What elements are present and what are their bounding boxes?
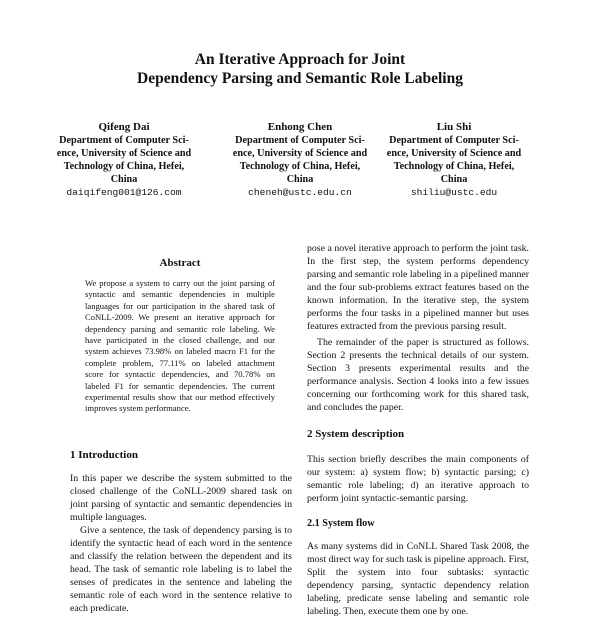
paragraph: Give a sentence, the task of dependency parsing is to identify the syntactic head of each word in the sentence and classify the relation between the dependent and its head. The task of semantic role labeling is to label the senses of predicates in the sentence and labeling the semantic role of each word in the sentence relative to each predicate.	[70, 525, 292, 614]
section-heading-introduction: 1 Introduction	[70, 449, 138, 461]
paragraph: pose a novel iterative approach to perform the joint task. In the first step, the system performs dependency parsing and semantic role labeling in a pipelined manner and the four sub-problems extract features based on the known information. In the iterative step, the system performs the four tasks in a pipelined manner but uses features extracted from the previous parsing result.	[307, 243, 529, 332]
author-block-1	[34, 121, 214, 199]
section-heading-system-description: 2 System description	[307, 428, 405, 440]
author-block-2	[210, 121, 390, 199]
abstract-heading: Abstract	[159, 257, 201, 269]
paper-title	[0, 50, 600, 88]
left-column-lower	[70, 449, 292, 615]
author-affiliation-line: Technology of China, Hefei,	[393, 161, 515, 172]
subsection-heading-system-flow: 2.1 System flow	[307, 518, 375, 529]
paragraph: As many systems did in CoNLL Shared Task 2008, the most direct way for such task is pipeline approach. First, Split the system into four subtasks: syntactic dependency parsing, syntactic dependency relation labeling, predicate sense labeling and semantic role labeling. Then, execute them one by one.	[307, 541, 529, 617]
author-name: Liu Shi	[436, 121, 472, 133]
paragraph: This section briefly describes the main components of our system: a) system flow; b) syntactic parsing; c) semantic role labeling; d) an iterative approach to perform joint syntactic-semantic parsing.	[307, 454, 529, 504]
title-line-1: An Iterative Approach for Joint	[194, 51, 406, 68]
author-affiliation-line: Department of Computer Sci-	[389, 135, 519, 146]
right-column	[307, 242, 529, 618]
author-affiliation-line: ence, University of Science and	[232, 148, 368, 159]
author-block-3	[364, 121, 544, 199]
author-name: Enhong Chen	[267, 121, 333, 133]
author-affiliation-line: Technology of China, Hefei,	[239, 161, 361, 172]
author-name: Qifeng Dai	[98, 121, 150, 133]
author-affiliation-line: Department of Computer Sci-	[235, 135, 365, 146]
abstract-body: We propose a system to carry out the joint parsing of syntactic and semantic dependencies in multiple languages for our participation in the shared task of CoNLL-2009. We present an iterative approach for dependency parsing and semantic role labeling. We have participated in the closed challenge, and our system achieves 73.98% on labeled macro F1 for the complete problem, 77.11% on labeled attachment score for syntactic dependencies, and 70.78% on labeled F1 for semantic dependencies. The current experimental results show that our method effectively improves system performance.	[85, 278, 275, 414]
author-affiliation-line: China	[440, 174, 468, 185]
author-email: shiliu@ustc.edu	[410, 187, 498, 198]
author-affiliation-line: Technology of China, Hefei,	[63, 161, 185, 172]
paragraph: In this paper we describe the system submitted to the closed challenge of the CoNLL-2009 shared task on joint parsing of syntactic and semantic dependencies in multiple languages.	[70, 473, 292, 523]
author-affiliation-line: China	[286, 174, 314, 185]
author-affiliation-line: ence, University of Science and	[56, 148, 192, 159]
author-affiliation-line: China	[110, 174, 138, 185]
title-line-2: Dependency Parsing and Semantic Role Labeling	[137, 70, 463, 87]
paragraph: The remainder of the paper is structured as follows. Section 2 presents the technical details of our system. Section 3 presents experimental results and the performance analysis. Section 4 looks into a few issues concerning our forthcoming work for this shared task, and concludes the paper.	[307, 337, 529, 413]
author-email: cheneh@ustc.edu.cn	[248, 187, 352, 198]
author-email: daiqifeng001@126.com	[66, 187, 182, 198]
author-affiliation-line: ence, University of Science and	[386, 148, 522, 159]
author-affiliation-line: Department of Computer Sci-	[59, 135, 189, 146]
